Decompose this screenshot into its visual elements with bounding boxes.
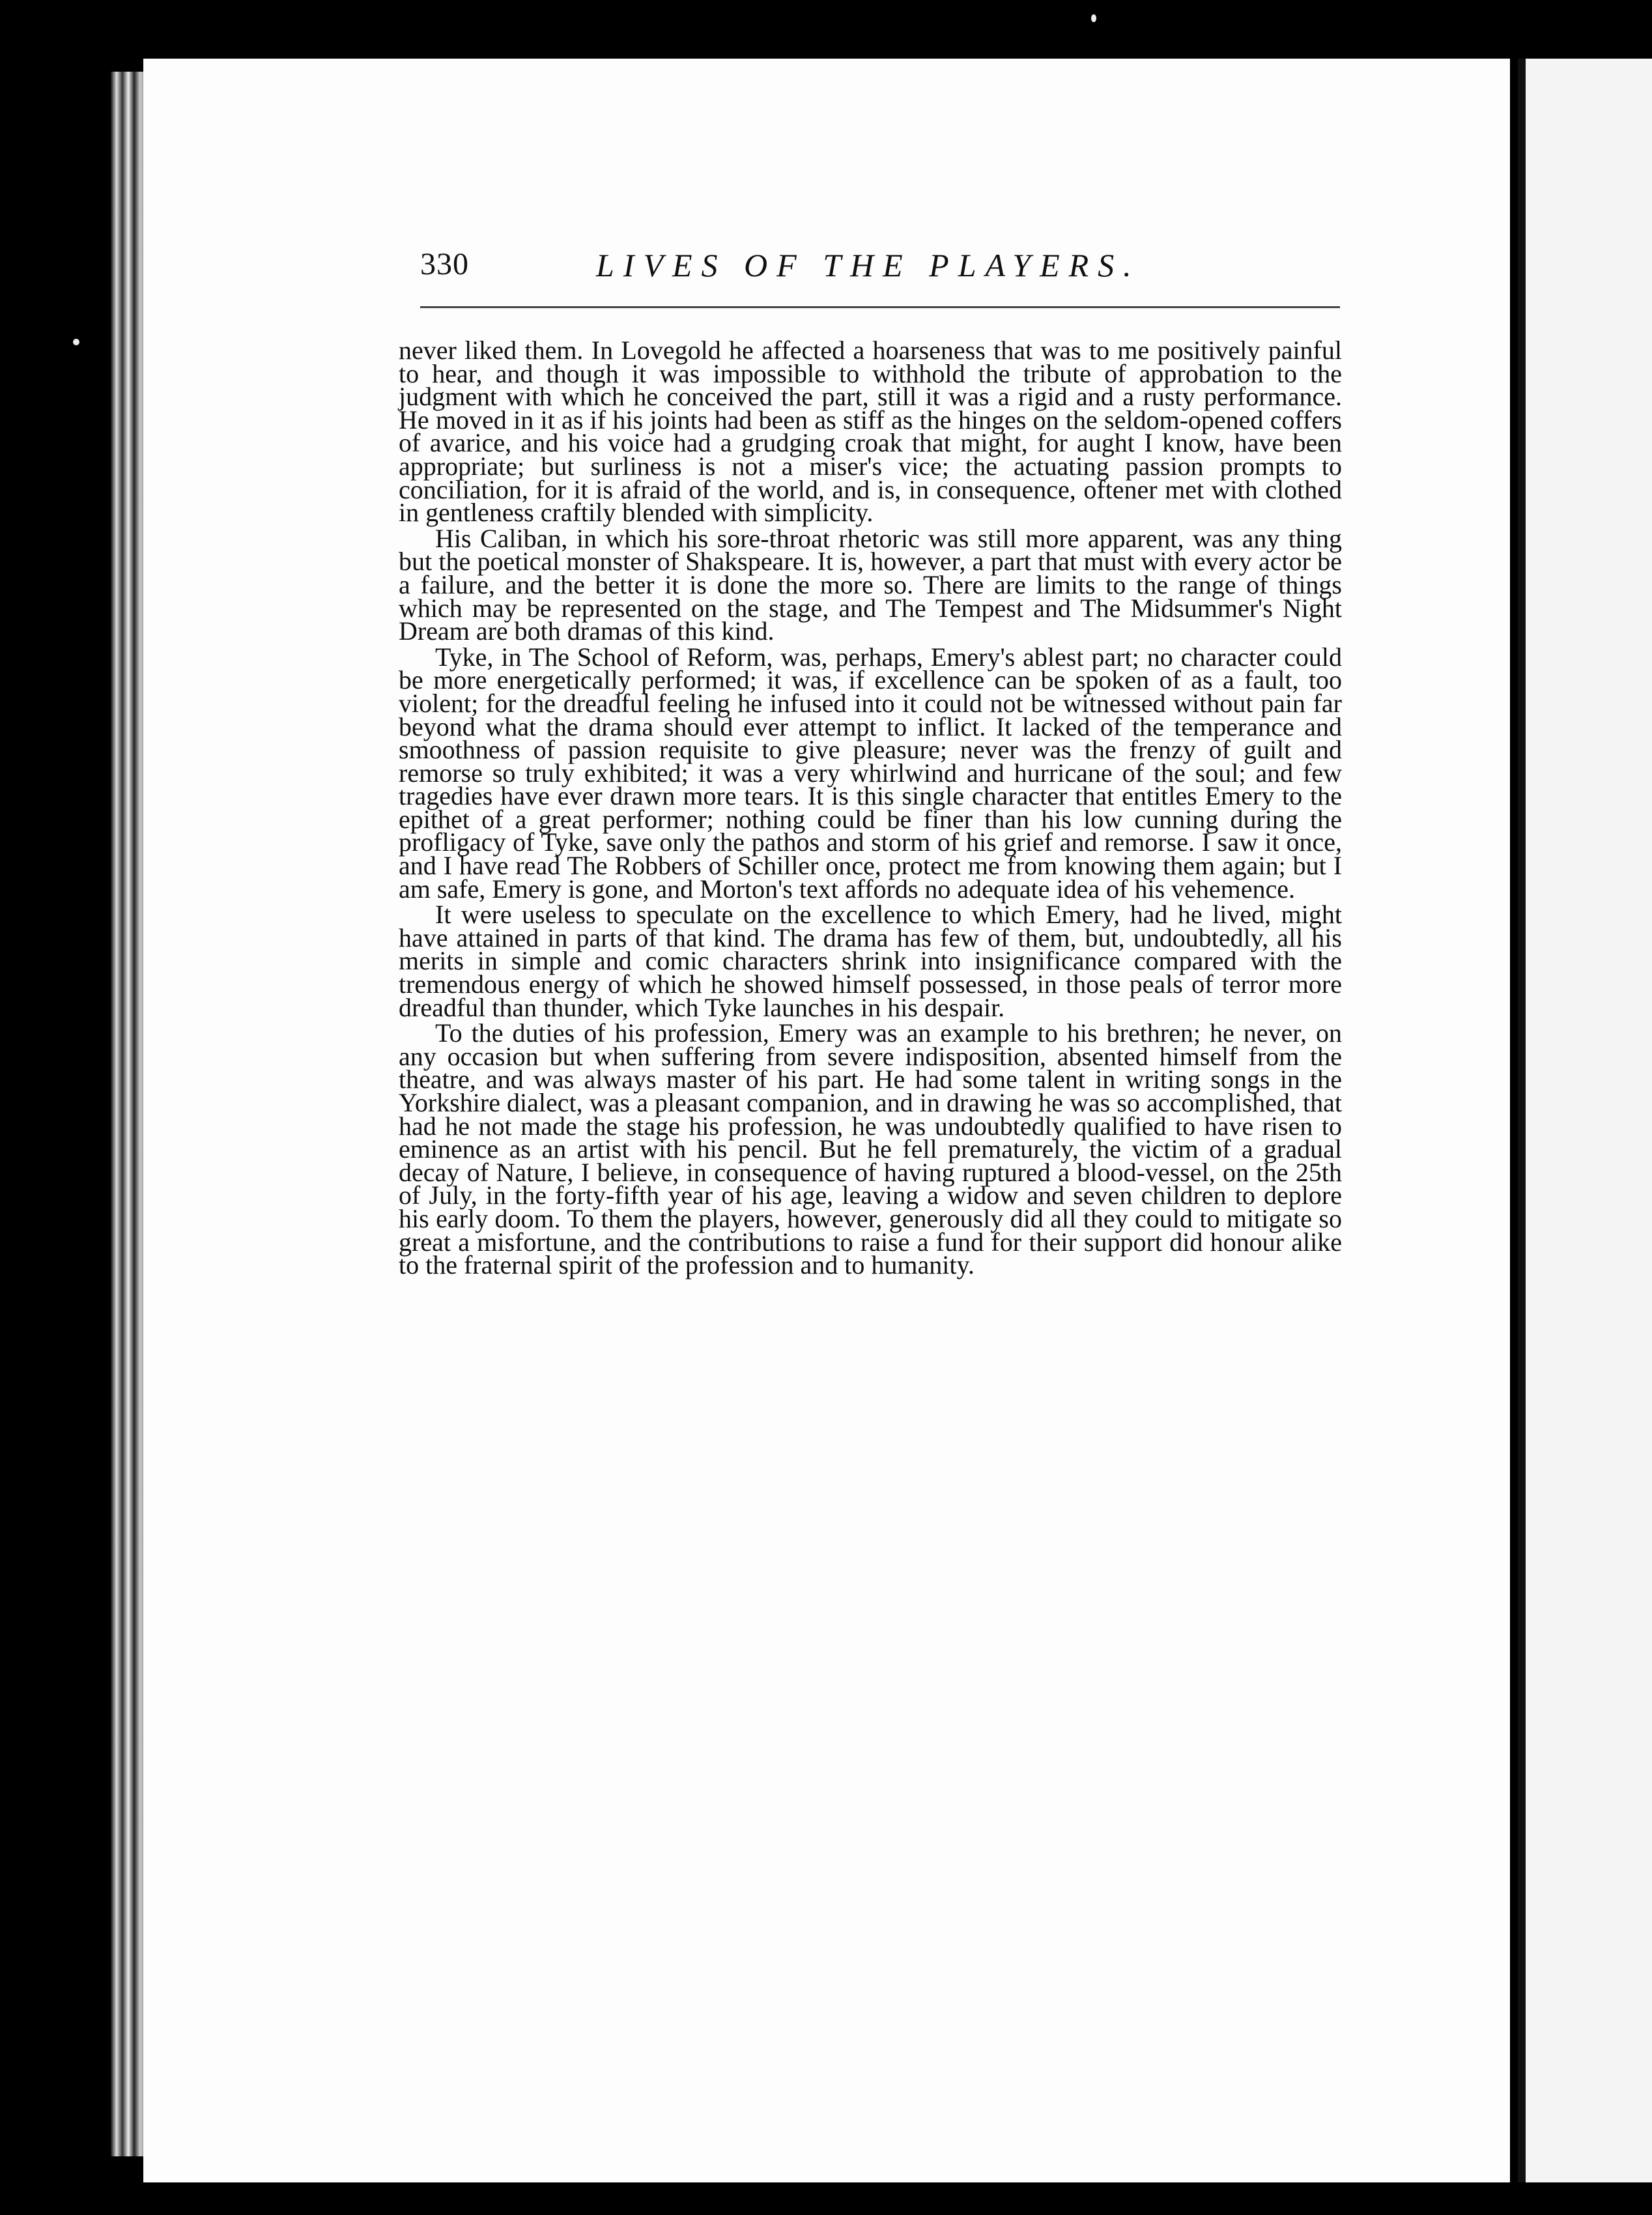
adjacent-page-edge [1518,59,1652,2182]
header-rule [420,306,1340,308]
scan-speck [73,339,79,345]
page-number: 330 [420,247,469,281]
paragraph: His Caliban, in which his sore-throat rhetoric was still more apparent, was any thing but the poetical monster of Shakspeare. It is, however, a part that must with every actor be a failure, and the better it is done the more so. There are limits to the range of things which may be represented on the stage, and The Tempest and The Midsummer's Night Dream are both dramas of this kind. [399,523,1342,646]
running-head [420,246,1340,298]
body-text [399,336,1342,1280]
paragraph: Tyke, in The School of Reform, was, perhaps, Emery's ablest part; no character could be more energetically performed; it was, if excellence can be spoken of as a fault, too violent; for the dreadful feeling he infused into it could not be witnessed without pain far beyond what the drama should ever attempt to inflict. It lacked of the temperance and smoothness of passion requisite to give pleasure; never was the frenzy of guilt and remorse so truly exhibited; it was a very whirlwind and hurricane of the soul; and few tragedies have ever drawn more tears. It is this single character that entitles Emery to the epithet of a great performer; nothing could be finer than his low cunning during the profligacy of Tyke, save only the pathos and storm of his grief and remorse. I saw it once, and I have read The Robbers of Schiller once, protect me from knowing them again; but I am safe, Emery is gone, and Morton's text affords no adequate idea of his vehemence. [399,642,1342,904]
paragraph: never liked them. In Lovegold he affected a hoarseness that was to me positively painful to hear, and though it was impossible to withhold the tribute of approbation to the judgment with which he conceived the part, still it was a rigid and a rusty performance. He moved in it as if his joints had been as stiff as the hinges on the seldom-opened coffers of avarice, and his voice had a grudging croak that might, for aught I know, have been appropriate; but surliness is not a miser's vice; the actuating passion prompts to conciliation, for it is afraid of the world, and is, in consequence, oftener met with clothed in gentleness craftily blended with simplicity. [399,336,1342,528]
running-title: LIVES OF THE PLAYERS. [596,247,1141,283]
scan-speck [1091,14,1096,22]
paragraph: To the duties of his profession, Emery was an example to his brethren; he never, on any occasion but when suffering from severe indisposition, absented himself from the theatre, and was always master of his part. He had some talent in writing songs in the Yorkshire dialect, was a pleasant companion, and in drawing he was so accomplished, that had he not made the stage his profession, he was undoubtedly qualified to have risen to eminence as an artist with his pencil. But he fell prematurely, the victim of a gradual decay of Nature, I believe, in consequence of having ruptured a blood-vessel, on the 25th of July, in the forty-fifth year of his age, leaving a widow and seven children to deplore his early doom. To them the players, however, generously did all they could to mitigate so great a misfortune, and the contributions to raise a fund for their support did honour alike to the fraternal spirit of the profession and to humanity. [399,1018,1342,1280]
paragraph: It were useless to speculate on the excellence to which Emery, had he lived, might have attained in parts of that kind. The drama has few of them, but, undoubtedly, all his merits in simple and comic characters shrink into insignificance compared with the tremendous energy of which he showed himself possessed, in those peals of terror more dreadful than thunder, which Tyke launches in his despair. [399,900,1342,1022]
